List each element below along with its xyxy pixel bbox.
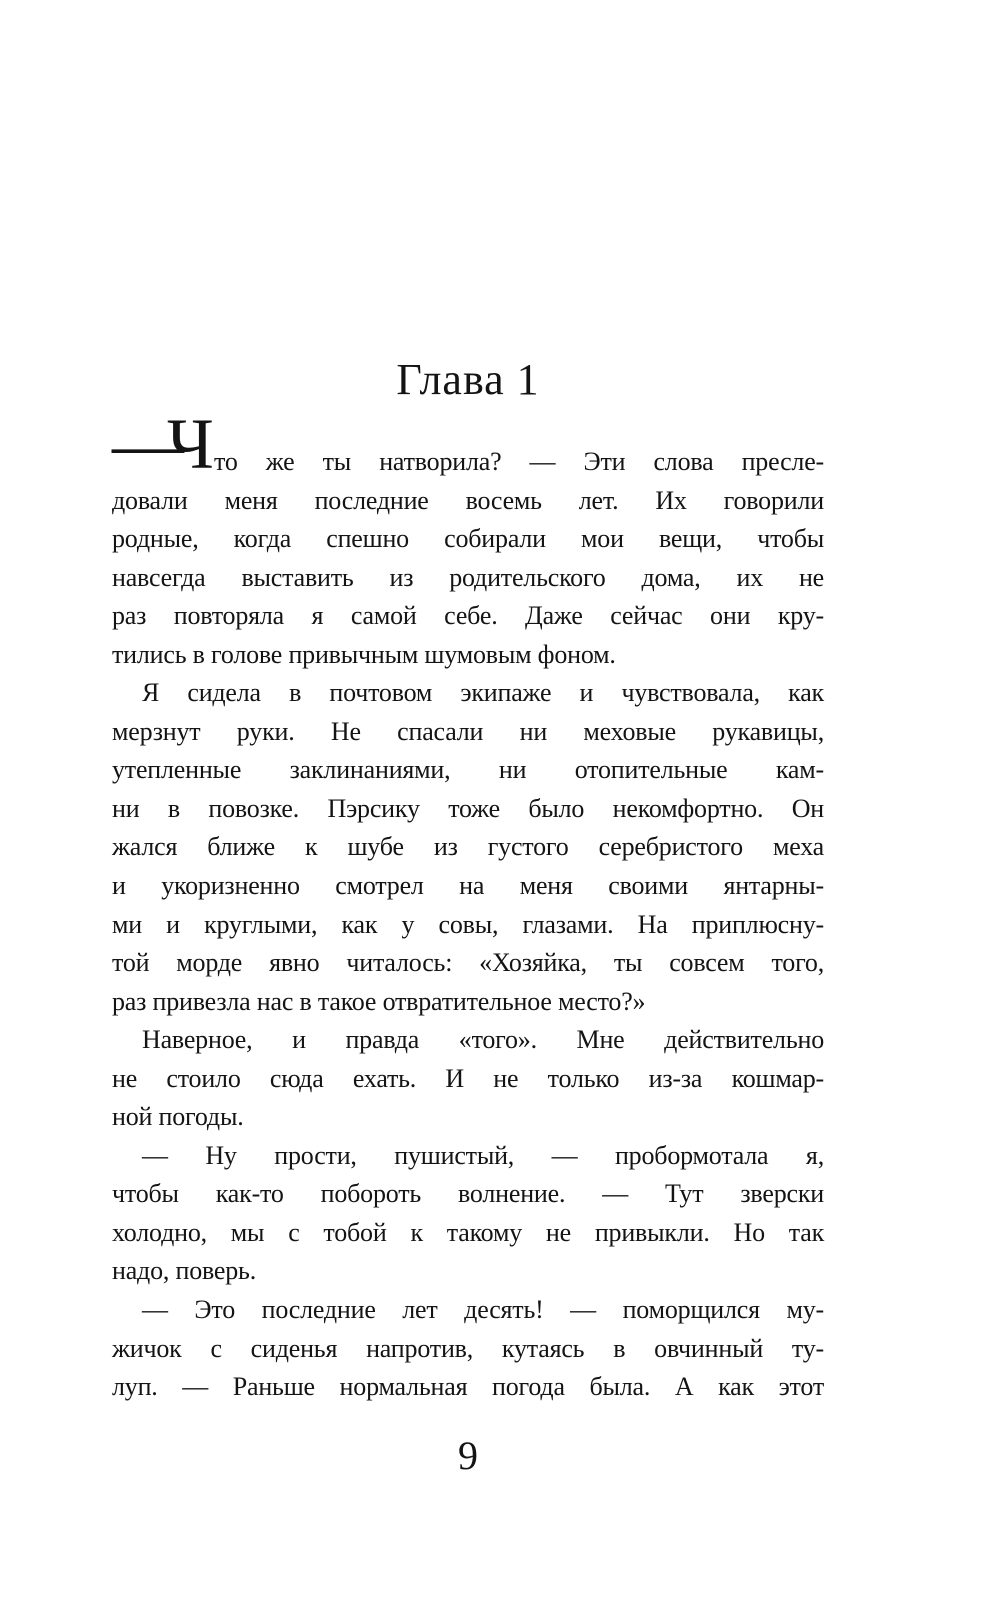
text-line: Наверное, и правда «того». Мне действительно — [142, 1025, 824, 1055]
chapter-title: Глава 1 — [396, 355, 540, 404]
text-line: — Это последние лет десять! — поморщился му- — [142, 1295, 824, 1325]
text-line: той морде явно читалось: «Хозяйка, ты совсем того, — [112, 948, 824, 978]
text-line: родные, когда спешно собирали мои вещи, чтобы — [112, 524, 824, 554]
text-line: — Ну прости, пушистый, — пробормотала я, — [142, 1140, 824, 1170]
text-line: надо, поверь. — [112, 1256, 257, 1286]
text-line: ной погоды. — [112, 1102, 244, 1132]
page-number: 9 — [458, 1433, 478, 1478]
text-line: холодно, мы с тобой к такому не привыкли. Но так — [112, 1217, 824, 1247]
text-line: раз повторяла я самой себе. Даже сейчас они кру- — [112, 601, 824, 631]
text-line: Я сидела в почтовом экипаже и чувствовала, как — [142, 678, 824, 708]
text-line: луп. — Раньше нормальная погода была. А как этот — [112, 1372, 824, 1402]
text-line: ми и круглыми, как у совы, глазами. На приплюсну- — [112, 909, 824, 939]
body-text — [112, 443, 824, 1407]
text-line: мерзнут руки. Не спасали ни меховые рукавицы, — [112, 716, 824, 746]
text-line: жичок с сиденья напротив, кутаясь в овчинный ту- — [112, 1333, 824, 1363]
opening-initial: —Ч — [112, 404, 197, 484]
text-line: раз привезла нас в такое отвратительное место?» — [112, 986, 646, 1016]
text-line: жался ближе к шубе из густого серебристого меха — [112, 832, 824, 862]
text-line: утепленные заклинаниями, ни отопительные кам- — [112, 755, 824, 785]
text-line: ни в повозке. Пэрсику тоже было некомфортно. Он — [112, 793, 824, 823]
text-line: тились в голове привычным шумовым фоном. — [112, 639, 616, 669]
text-line: навсегда выставить из родительского дома, их не — [112, 562, 824, 592]
text-line: и укоризненно смотрел на меня своими янтарны- — [112, 871, 824, 901]
text-line: не стоило сюда ехать. И не только из-за кошмар- — [112, 1063, 824, 1093]
text-line: чтобы как-то побороть волнение. — Тут зверски — [112, 1179, 824, 1209]
text-line: то же ты натворила? — Эти слова пресле- — [214, 447, 824, 476]
text-line: довали меня последние восемь лет. Их говорили — [112, 485, 824, 515]
